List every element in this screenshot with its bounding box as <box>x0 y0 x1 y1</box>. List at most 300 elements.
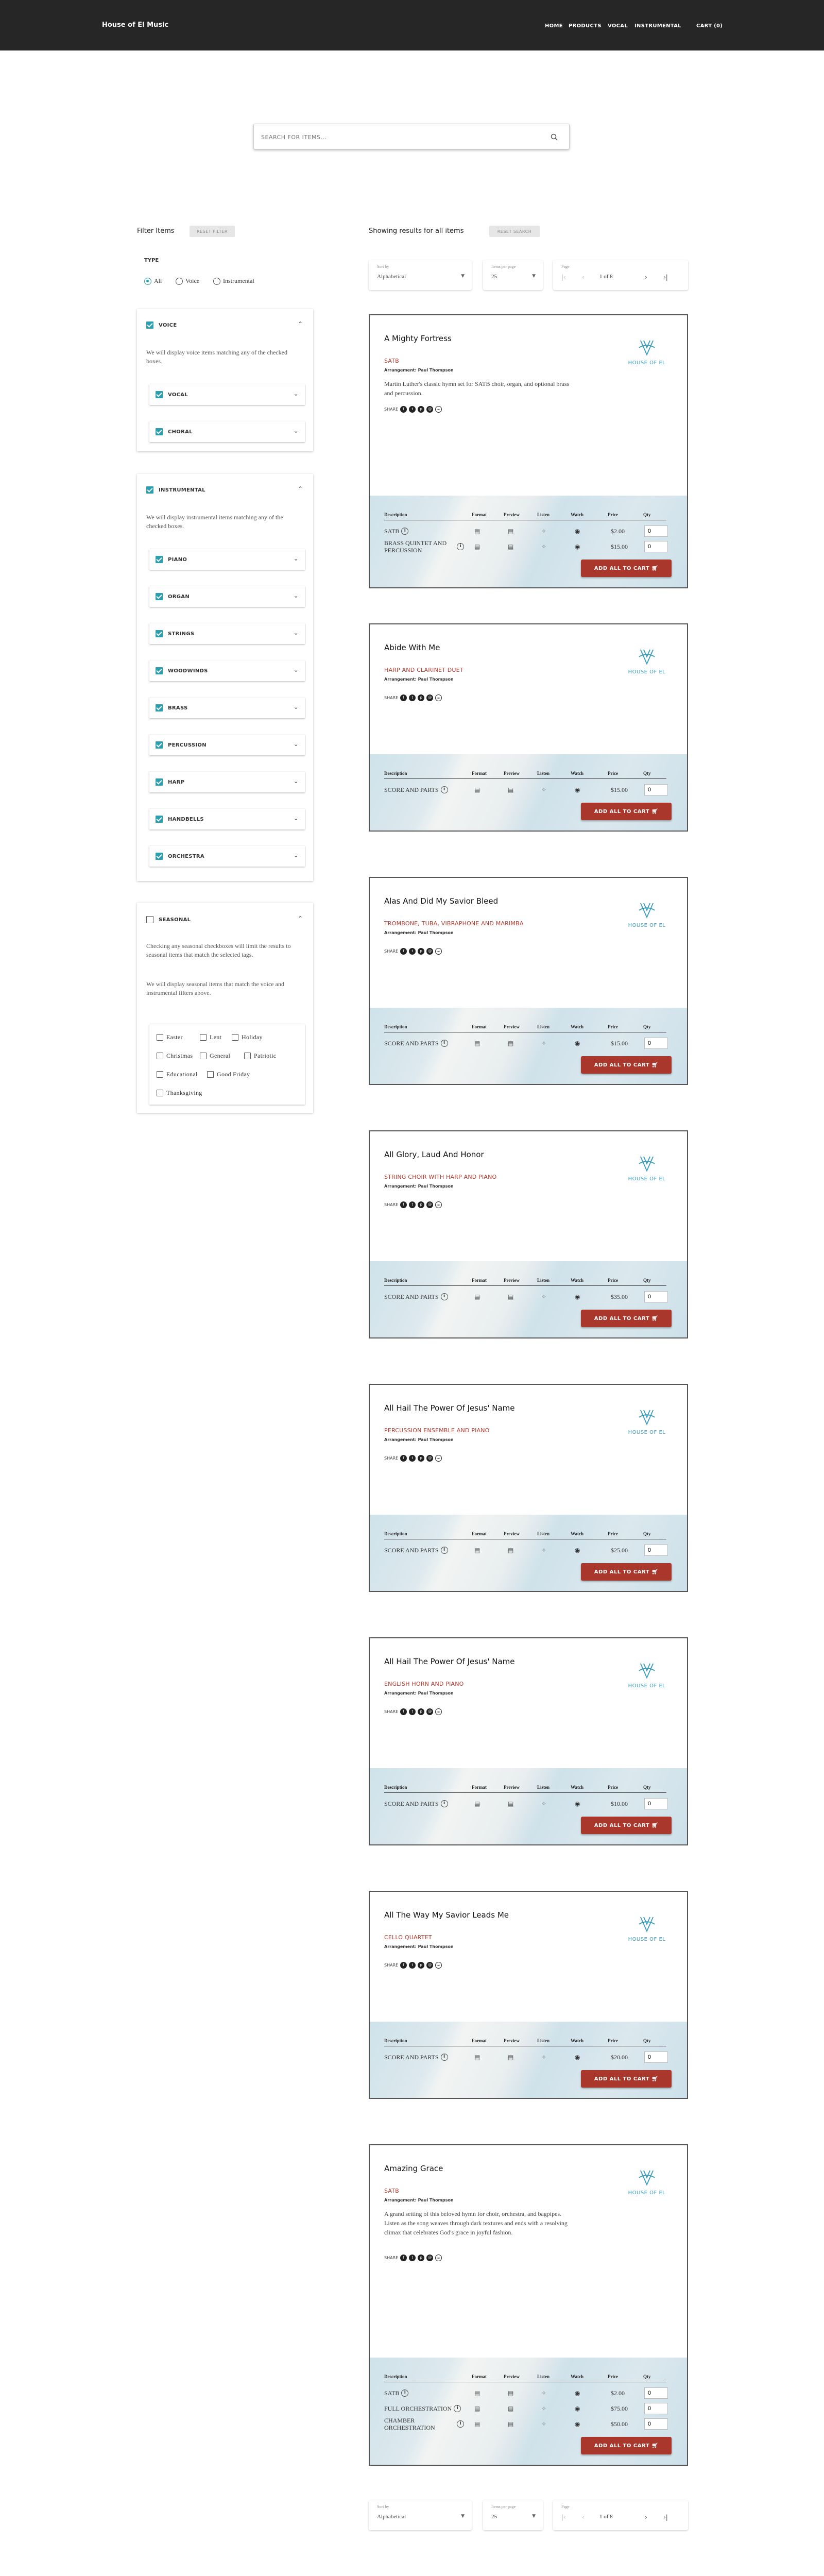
product-title[interactable]: A Mighty Fortress <box>384 334 452 343</box>
item-description: SATB i <box>384 2385 464 2401</box>
checkbox-icon[interactable] <box>157 1090 163 1096</box>
product-arranger: Arrangement: Paul Thompson <box>384 1437 454 1442</box>
pdf-format-icon: ▤ <box>474 528 480 535</box>
item-price: $25.00 <box>611 1547 628 1554</box>
info-icon[interactable]: i <box>401 528 408 535</box>
preview-icon[interactable]: ▤ <box>508 2420 514 2428</box>
add-all-to-cart-button[interactable]: ADD ALL TO CART 🛒︎ <box>581 560 672 577</box>
pinterest-icon[interactable]: p <box>418 2255 424 2261</box>
checkbox-icon[interactable] <box>207 1071 214 1078</box>
item-description: SCORE AND PARTS i <box>384 782 464 798</box>
preview-icon[interactable]: ▤ <box>508 2054 514 2061</box>
info-icon[interactable]: i <box>441 1040 448 1047</box>
add-all-to-cart-button[interactable]: ADD ALL TO CART 🛒︎ <box>581 2070 672 2088</box>
pinterest-icon[interactable]: p <box>418 1455 424 1462</box>
link-icon[interactable]: ∞ <box>435 1708 442 1715</box>
play-icon[interactable]: ◉ <box>575 1800 580 1807</box>
tag-good-friday[interactable]: Good Friday <box>207 1071 250 1078</box>
preview-icon[interactable]: ▤ <box>508 2405 514 2412</box>
tag-lent[interactable]: Lent <box>200 1033 221 1041</box>
card-logo: HOUSE OF EL <box>621 339 673 366</box>
item-price: $2.00 <box>611 528 625 535</box>
item-price: $50.00 <box>611 2420 628 2428</box>
add-all-to-cart-button[interactable]: ADD ALL TO CART 🛒︎ <box>581 1310 672 1327</box>
product-title[interactable]: Alas And Did My Savior Bleed <box>384 896 499 906</box>
pagination: Page |‹ ‹ 1 of 8 › ›| <box>553 260 688 290</box>
add-all-to-cart-button[interactable]: ADD ALL TO CART 🛒︎ <box>581 1563 672 1581</box>
info-icon[interactable]: i <box>401 2389 408 2397</box>
link-icon[interactable]: ∞ <box>435 1962 442 1969</box>
share-bar: SHARE f t p @ ∞ <box>384 1455 442 1462</box>
facebook-icon[interactable]: f <box>400 1708 407 1715</box>
cart-icon: 🛒︎ <box>651 1569 659 1575</box>
checkbox-checked-icon[interactable] <box>156 556 163 563</box>
play-icon[interactable]: ◉ <box>575 2420 580 2428</box>
share-bar: SHARE f t p @ ∞ <box>384 1962 442 1969</box>
email-icon[interactable]: @ <box>426 406 433 413</box>
caret-down-icon: ▼ <box>532 2514 536 2519</box>
cart-icon: 🛒︎ <box>651 808 659 815</box>
last-page-icon[interactable]: ›| <box>663 2514 668 2521</box>
chevron-up-icon[interactable]: ⌃ <box>297 485 303 493</box>
type-radio-voice[interactable]: Voice <box>176 277 199 285</box>
checkbox-checked-icon[interactable] <box>156 778 163 786</box>
filter-organ[interactable]: ORGAN ⌄ <box>149 586 305 607</box>
link-icon[interactable]: ∞ <box>435 948 442 955</box>
quantity-input[interactable] <box>644 2052 668 2063</box>
product-card <box>369 1891 688 2099</box>
items-table-header: Description Format Preview Listen Watch Price Qty <box>384 511 666 520</box>
twitter-icon[interactable]: t <box>409 1455 416 1462</box>
preview-icon[interactable]: ▤ <box>508 1547 514 1554</box>
chevron-down-icon[interactable]: ⌄ <box>293 815 299 822</box>
filter-strings[interactable]: STRINGS ⌄ <box>149 623 305 644</box>
listen-icon[interactable]: ✧ <box>541 1040 547 1047</box>
filter-orchestra[interactable]: ORCHESTRA ⌄ <box>149 846 305 867</box>
cart-icon: 🛒︎ <box>651 1315 659 1321</box>
listen-icon[interactable]: ✧ <box>541 528 547 535</box>
product-arranger: Arrangement: Paul Thompson <box>384 1691 454 1696</box>
add-all-to-cart-button[interactable]: ADD ALL TO CART 🛒︎ <box>581 1817 672 1834</box>
quantity-input[interactable] <box>644 784 668 795</box>
quantity-input[interactable] <box>644 1545 668 1556</box>
checkbox-icon[interactable] <box>232 1034 238 1041</box>
card-logo: HOUSE OF EL <box>621 2169 673 2196</box>
quantity-input[interactable] <box>644 526 668 537</box>
pdf-format-icon: ▤ <box>474 1547 480 1554</box>
product-title[interactable]: Abide With Me <box>384 643 440 652</box>
tag-general[interactable]: General <box>200 1052 230 1060</box>
chevron-down-icon[interactable]: ⌄ <box>293 740 299 748</box>
product-subtitle: STRING CHOIR WITH HARP AND PIANO <box>384 1174 497 1180</box>
chevron-up-icon[interactable]: ⌃ <box>297 320 303 328</box>
listen-icon[interactable]: ✧ <box>541 1547 547 1554</box>
cart-icon: 🛒︎ <box>651 1822 659 1828</box>
reset-filter-button[interactable]: RESET FILTER <box>190 226 235 237</box>
product-subtitle: TROMBONE, TUBA, VIBRAPHONE AND MARIMBA <box>384 920 524 927</box>
items-table-header: Description Format Preview Listen Watch Price Qty <box>384 770 666 779</box>
facebook-icon[interactable]: f <box>400 1962 407 1969</box>
checkbox-icon[interactable] <box>200 1034 207 1041</box>
product-subtitle: CELLO QUARTET <box>384 1934 432 1941</box>
next-page-icon[interactable]: › <box>645 2514 647 2521</box>
listen-icon[interactable]: ✧ <box>541 2420 547 2428</box>
nav-vocal[interactable]: VOCAL <box>608 23 628 29</box>
facebook-icon[interactable]: f <box>400 406 407 413</box>
nav-cart[interactable]: CART (0) <box>696 23 723 29</box>
card-logo: HOUSE OF EL <box>621 1916 673 1942</box>
reset-search-button[interactable]: RESET SEARCH <box>489 226 540 237</box>
item-price: $15.00 <box>611 786 628 793</box>
pinterest-icon[interactable]: p <box>418 694 424 701</box>
first-page-icon[interactable]: |‹ <box>561 274 566 281</box>
product-description: A grand setting of this beloved hymn for choir, orchestra, and bagpipes. Listen as the song weaves through dark textures and ends with a resolving climax that celebrates God's grace in joyful fashion. <box>384 2210 568 2236</box>
play-icon[interactable]: ◉ <box>575 2389 580 2397</box>
card-logo: HOUSE OF EL <box>621 1409 673 1435</box>
filter-percussion[interactable]: PERCUSSION ⌄ <box>149 735 305 755</box>
pdf-format-icon: ▤ <box>474 2420 480 2428</box>
filter-woodwinds[interactable]: WOODWINDS ⌄ <box>149 660 305 681</box>
facebook-icon[interactable]: f <box>400 1201 407 1208</box>
checkbox-checked-icon[interactable] <box>156 741 163 749</box>
caret-down-icon: ▼ <box>532 274 536 279</box>
items-table-header: Description Format Preview Listen Watch Price Qty <box>384 1023 666 1032</box>
nav-instrumental[interactable]: INSTRUMENTAL <box>634 23 681 29</box>
product-arranger: Arrangement: Paul Thompson <box>384 930 454 935</box>
preview-icon[interactable]: ▤ <box>508 1040 514 1047</box>
tag-christmas[interactable]: Christmas <box>157 1052 193 1060</box>
link-icon[interactable]: ∞ <box>435 694 442 701</box>
add-all-to-cart-button[interactable]: ADD ALL TO CART 🛒︎ <box>581 2437 672 2454</box>
preview-icon[interactable]: ▤ <box>508 786 514 793</box>
product-arranger: Arrangement: Paul Thompson <box>384 677 454 682</box>
product-title[interactable]: Amazing Grace <box>384 2164 443 2173</box>
next-page-icon[interactable]: › <box>645 274 647 281</box>
checkbox-checked-icon[interactable] <box>156 853 163 860</box>
table-row <box>384 1036 666 1051</box>
product-arranger: Arrangement: Paul Thompson <box>384 2198 454 2202</box>
play-icon[interactable]: ◉ <box>575 1547 580 1554</box>
checkbox-icon[interactable] <box>157 1053 163 1059</box>
radio-icon <box>176 278 183 285</box>
item-price: $15.00 <box>611 543 628 550</box>
link-icon[interactable]: ∞ <box>435 1455 442 1462</box>
facebook-icon[interactable]: f <box>400 694 407 701</box>
chevron-down-icon[interactable]: ⌄ <box>293 592 299 599</box>
table-row <box>384 523 666 539</box>
per-page-select-bottom[interactable]: Items per page 25 ▼ <box>483 2500 543 2530</box>
play-icon[interactable]: ◉ <box>575 786 580 793</box>
play-icon[interactable]: ◉ <box>575 2405 580 2412</box>
chevron-down-icon[interactable]: ⌄ <box>293 852 299 859</box>
chevron-down-icon[interactable]: ⌄ <box>293 555 299 562</box>
checkbox-checked-icon[interactable] <box>156 630 163 637</box>
facebook-icon[interactable]: f <box>400 1455 407 1462</box>
sort-select[interactable]: Sort by Alphabetical ▼ <box>369 260 472 290</box>
site-logo[interactable]: House of El Music <box>102 21 169 29</box>
tag-easter[interactable]: Easter <box>157 1033 183 1041</box>
pinterest-icon[interactable]: p <box>418 1962 424 1969</box>
product-title[interactable]: All Hail The Power Of Jesus' Name <box>384 1657 515 1666</box>
preview-icon[interactable]: ▤ <box>508 1293 514 1300</box>
per-page-select[interactable]: Items per page 25 ▼ <box>483 260 543 290</box>
play-icon[interactable]: ◉ <box>575 528 580 535</box>
product-arranger: Arrangement: Paul Thompson <box>384 1944 454 1949</box>
chevron-down-icon[interactable]: ⌄ <box>293 390 299 397</box>
email-icon[interactable]: @ <box>426 694 433 701</box>
seasonal-tags-box <box>149 1024 305 1105</box>
last-page-icon[interactable]: ›| <box>663 274 668 281</box>
email-icon[interactable]: @ <box>426 948 433 955</box>
chevron-down-icon[interactable]: ⌄ <box>293 427 299 434</box>
type-radio-instrumental[interactable]: Instrumental <box>213 277 254 285</box>
item-description: FULL ORCHESTRATION i <box>384 2401 464 2416</box>
voice-toggle[interactable]: VOICE <box>146 321 177 329</box>
item-price: $15.00 <box>611 1040 628 1047</box>
chevron-down-icon[interactable]: ⌄ <box>293 703 299 710</box>
filter-brass[interactable]: BRASS ⌄ <box>149 698 305 718</box>
page-number[interactable]: 1 of 8 <box>599 274 613 280</box>
filter-piano[interactable]: PIANO ⌄ <box>149 549 305 570</box>
info-icon[interactable]: i <box>441 1547 448 1554</box>
prev-page-icon[interactable]: ‹ <box>582 274 585 281</box>
instrumental-toggle[interactable]: INSTRUMENTAL <box>146 486 205 494</box>
product-title[interactable]: All Hail The Power Of Jesus' Name <box>384 1403 515 1413</box>
chevron-up-icon[interactable]: ⌃ <box>297 915 303 922</box>
quantity-input[interactable] <box>644 1798 668 1809</box>
twitter-icon[interactable]: t <box>409 1962 416 1969</box>
play-icon[interactable]: ◉ <box>575 543 580 550</box>
quantity-input[interactable] <box>644 2403 668 2414</box>
page-number[interactable]: 1 of 8 <box>599 2514 613 2520</box>
checkbox-checked-icon[interactable] <box>146 321 153 329</box>
info-icon[interactable]: i <box>441 1800 448 1807</box>
item-price: $10.00 <box>611 1800 628 1807</box>
pinterest-icon[interactable]: p <box>418 948 424 955</box>
twitter-icon[interactable]: t <box>409 1201 416 1208</box>
cart-icon: 🛒︎ <box>651 1062 659 1068</box>
search-box <box>253 124 570 149</box>
nav-products[interactable]: PRODUCTS <box>569 23 602 29</box>
checkbox-icon[interactable] <box>146 916 153 923</box>
checkbox-checked-icon[interactable] <box>156 391 163 398</box>
tag-thanksgiving[interactable]: Thanksgiving <box>157 1089 202 1097</box>
quantity-input[interactable] <box>644 2387 668 2399</box>
table-row <box>384 2049 666 2065</box>
share-bar: SHARE f t p @ ∞ <box>384 406 442 413</box>
table-row <box>384 782 666 798</box>
listen-icon[interactable]: ✧ <box>541 2054 547 2061</box>
site-header <box>0 0 824 50</box>
house-of-el-logo-icon <box>635 648 659 668</box>
items-table-header: Description Format Preview Listen Watch Price Qty <box>384 1277 666 1286</box>
items-table-header: Description Format Preview Listen Watch Price Qty <box>384 2373 666 2382</box>
voice-description: We will display voice items matching any of the checked boxes. <box>146 349 287 365</box>
product-card <box>369 1637 688 1845</box>
product-title[interactable]: All Glory, Laud And Honor <box>384 1150 484 1159</box>
facebook-icon[interactable]: f <box>400 2255 407 2261</box>
email-icon[interactable]: @ <box>426 2255 433 2261</box>
share-bar: SHARE f t p @ ∞ <box>384 948 442 955</box>
cart-icon: 🛒︎ <box>651 2076 659 2082</box>
caret-down-icon: ▼ <box>461 2514 465 2519</box>
checkbox-checked-icon[interactable] <box>156 816 163 823</box>
add-all-to-cart-button[interactable]: ADD ALL TO CART 🛒︎ <box>581 803 672 820</box>
results-controls-bottom <box>369 2500 688 2530</box>
pdf-format-icon: ▤ <box>474 2054 480 2061</box>
house-of-el-logo-icon <box>635 1155 659 1175</box>
share-bar: SHARE f t p @ ∞ <box>384 1708 442 1715</box>
play-icon[interactable]: ◉ <box>575 1293 580 1300</box>
listen-icon[interactable]: ✧ <box>541 2389 547 2397</box>
type-radio-all[interactable]: All <box>144 277 162 285</box>
preview-icon[interactable]: ▤ <box>508 1800 514 1807</box>
item-price: $20.00 <box>611 2054 628 2061</box>
chevron-down-icon[interactable]: ⌄ <box>293 629 299 636</box>
play-icon[interactable]: ◉ <box>575 1040 580 1047</box>
email-icon[interactable]: @ <box>426 1962 433 1969</box>
pinterest-icon[interactable]: p <box>418 1201 424 1208</box>
pdf-format-icon: ▤ <box>474 1040 480 1047</box>
pinterest-icon[interactable]: p <box>418 1708 424 1715</box>
twitter-icon[interactable]: t <box>409 694 416 701</box>
info-icon[interactable]: i <box>441 2054 448 2061</box>
product-arranger: Arrangement: Paul Thompson <box>384 368 454 372</box>
add-all-to-cart-button[interactable]: ADD ALL TO CART 🛒︎ <box>581 1056 672 1074</box>
info-icon[interactable]: i <box>441 1293 448 1300</box>
item-description: SCORE AND PARTS i <box>384 1036 464 1051</box>
pdf-format-icon: ▤ <box>474 786 480 793</box>
product-subtitle: SATB <box>384 2188 399 2194</box>
product-card <box>369 1384 688 1592</box>
tag-patriotic[interactable]: Patriotic <box>244 1052 276 1060</box>
house-of-el-logo-icon <box>635 1662 659 1682</box>
chevron-down-icon[interactable]: ⌄ <box>293 777 299 785</box>
product-card <box>369 1130 688 1338</box>
nav-home[interactable]: HOME <box>545 23 563 29</box>
quantity-input[interactable] <box>644 1291 668 1302</box>
type-label: TYPE <box>144 258 159 263</box>
item-description: CHAMBER ORCHESTRATION i <box>384 2416 464 2432</box>
chevron-down-icon[interactable]: ⌄ <box>293 666 299 673</box>
listen-icon[interactable]: ✧ <box>541 786 547 793</box>
link-icon[interactable]: ∞ <box>435 1201 442 1208</box>
product-description: Martin Luther's classic hymn set for SATB choir, organ, and optional brass and percussion. <box>384 380 570 397</box>
checkbox-icon[interactable] <box>157 1034 163 1041</box>
pdf-format-icon: ▤ <box>474 2389 480 2397</box>
prev-page-icon[interactable]: ‹ <box>582 2514 585 2521</box>
first-page-icon[interactable]: |‹ <box>561 2514 566 2521</box>
search-icon[interactable] <box>551 133 558 141</box>
listen-icon[interactable]: ✧ <box>541 543 547 550</box>
table-row <box>384 1289 666 1304</box>
cart-icon: 🛒︎ <box>651 565 659 571</box>
quantity-input[interactable] <box>644 541 668 552</box>
play-icon[interactable]: ◉ <box>575 2054 580 2061</box>
product-arranger: Arrangement: Paul Thompson <box>384 1184 454 1189</box>
search-input[interactable] <box>261 132 529 142</box>
filter-vocal[interactable]: VOCAL ⌄ <box>149 384 305 405</box>
twitter-icon[interactable]: t <box>409 2255 416 2261</box>
sort-select-bottom[interactable]: Sort by Alphabetical ▼ <box>369 2500 472 2530</box>
product-subtitle: HARP AND CLARINET DUET <box>384 667 464 673</box>
checkbox-icon[interactable] <box>200 1053 207 1059</box>
filter-title: Filter Items <box>137 227 175 235</box>
table-row <box>384 2385 666 2401</box>
link-icon[interactable]: ∞ <box>435 2255 442 2261</box>
product-title[interactable]: All The Way My Savior Leads Me <box>384 1910 509 1920</box>
quantity-input[interactable] <box>644 1038 668 1049</box>
twitter-icon[interactable]: t <box>409 406 416 413</box>
email-icon[interactable]: @ <box>426 1201 433 1208</box>
table-row <box>384 2416 666 2432</box>
info-icon[interactable]: i <box>457 543 464 550</box>
quantity-input[interactable] <box>644 2418 668 2430</box>
tag-educational[interactable]: Educational <box>157 1071 198 1078</box>
pdf-format-icon: ▤ <box>474 1800 480 1807</box>
cart-icon: 🛒︎ <box>651 2443 659 2449</box>
facebook-icon[interactable]: f <box>400 948 407 955</box>
checkbox-checked-icon[interactable] <box>156 704 163 711</box>
info-icon[interactable]: i <box>454 2405 461 2412</box>
preview-icon[interactable]: ▤ <box>508 543 514 550</box>
house-of-el-logo-icon <box>635 2169 659 2189</box>
checkbox-checked-icon[interactable] <box>156 428 163 435</box>
twitter-icon[interactable]: t <box>409 1708 416 1715</box>
voice-filter-panel <box>137 309 313 451</box>
checkbox-checked-icon[interactable] <box>156 667 163 674</box>
pinterest-icon[interactable]: p <box>418 406 424 413</box>
link-icon[interactable]: ∞ <box>435 406 442 413</box>
listen-icon[interactable]: ✧ <box>541 1800 547 1807</box>
item-description: SCORE AND PARTS i <box>384 2049 464 2065</box>
checkbox-icon[interactable] <box>157 1071 163 1078</box>
seasonal-toggle[interactable]: SEASONAL <box>146 916 191 923</box>
checkbox-checked-icon[interactable] <box>156 593 163 600</box>
instrumental-filter-panel <box>137 474 313 881</box>
info-icon[interactable]: i <box>457 2420 464 2428</box>
card-logo: HOUSE OF EL <box>621 902 673 928</box>
filter-choral[interactable]: CHORAL ⌄ <box>149 421 305 442</box>
info-icon[interactable]: i <box>441 786 448 793</box>
results-controls-top <box>369 260 688 290</box>
checkbox-checked-icon[interactable] <box>146 486 153 494</box>
filter-harp[interactable]: HARP ⌄ <box>149 772 305 792</box>
email-icon[interactable]: @ <box>426 1455 433 1462</box>
twitter-icon[interactable]: t <box>409 948 416 955</box>
listen-icon[interactable]: ✧ <box>541 1293 547 1300</box>
preview-icon[interactable]: ▤ <box>508 528 514 535</box>
table-row <box>384 539 666 554</box>
pdf-format-icon: ▤ <box>474 1293 480 1300</box>
checkbox-icon[interactable] <box>244 1053 251 1059</box>
pdf-format-icon: ▤ <box>474 543 480 550</box>
product-subtitle: PERCUSSION ENSEMBLE AND PIANO <box>384 1427 490 1434</box>
filter-handbells[interactable]: HANDBELLS ⌄ <box>149 809 305 829</box>
items-table-header: Description Format Preview Listen Watch Price Qty <box>384 2037 666 2046</box>
share-bar: SHARE f t p @ ∞ <box>384 2255 442 2261</box>
listen-icon[interactable]: ✧ <box>541 2405 547 2412</box>
item-description: SCORE AND PARTS i <box>384 1543 464 1558</box>
share-bar: SHARE f t p @ ∞ <box>384 694 442 701</box>
product-subtitle: SATB <box>384 358 399 364</box>
seasonal-filter-panel <box>137 903 313 1113</box>
caret-down-icon: ▼ <box>461 274 465 279</box>
preview-icon[interactable]: ▤ <box>508 2389 514 2397</box>
tag-holiday[interactable]: Holiday <box>232 1033 263 1041</box>
email-icon[interactable]: @ <box>426 1708 433 1715</box>
product-card <box>369 2144 688 2466</box>
